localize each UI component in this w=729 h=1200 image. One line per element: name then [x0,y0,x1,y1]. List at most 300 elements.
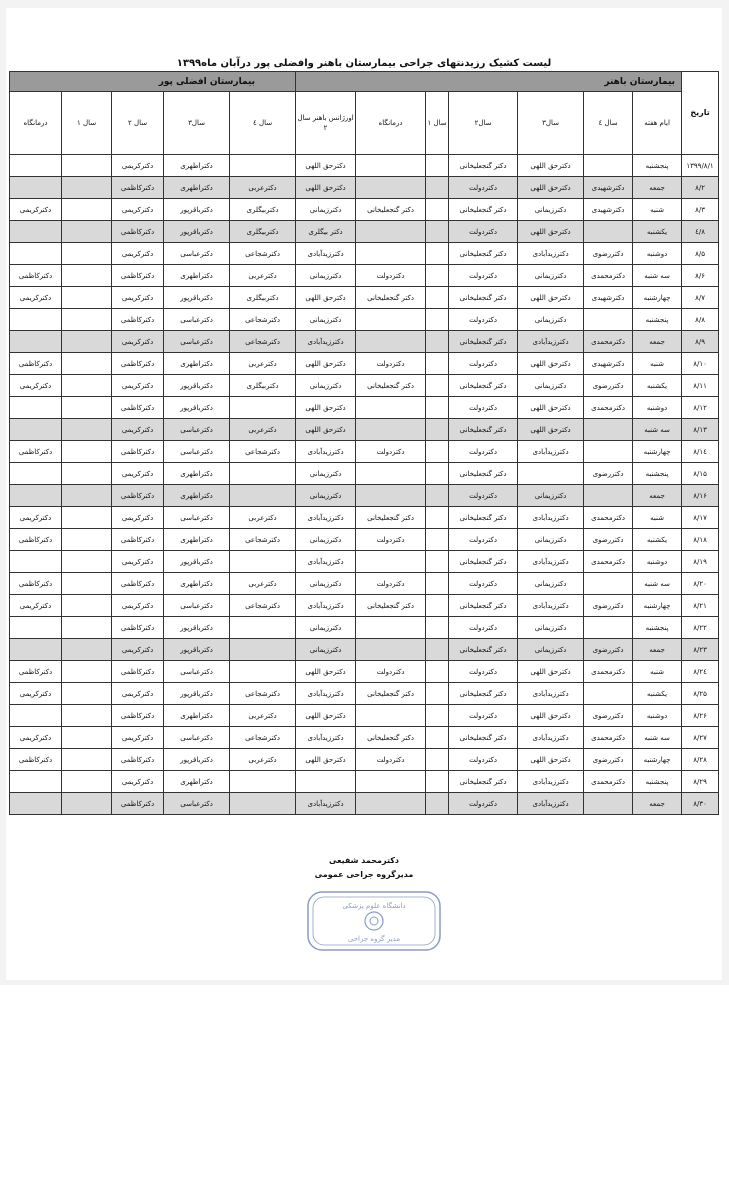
cell-bahonar-year2: دکتردولت [449,353,518,375]
cell-weekday: سه شنبه [633,727,682,749]
cell-afzali-year2: دکترکریمی [112,507,164,529]
cell-bahonar-year3: دکترزیدآبادی [518,595,584,617]
roster-table [9,71,719,815]
cell-bahonar-year2: دکتر گنجعلیخانی [449,419,518,441]
cell-afzali-year4: دکترشجاعی [230,595,296,617]
cell-weekday: سه شنبه [633,265,682,287]
cell-bahonar-year1 [426,595,449,617]
cell-weekday: سه شنبه [633,573,682,595]
cell-bahonar-emergency: دکترحق اللهی [296,749,356,771]
cell-bahonar-year4: دکترمحمدی [584,507,633,529]
table-row [10,287,719,309]
cell-afzali-clinic [10,463,62,485]
cell-afzali-clinic: دکترکریمی [10,199,62,221]
header-bahonar-year2: سال۲ [449,92,518,155]
cell-bahonar-year1 [426,177,449,199]
cell-date: ۸/۲ [682,177,719,199]
stamp-bottom-text: مدیر گروه جراحی [347,935,401,943]
cell-date: ۸/۱۶ [682,485,719,507]
cell-afzali-year4: دکترشجاعی [230,331,296,353]
cell-afzali-clinic [10,419,62,441]
cell-bahonar-year3: دکترحق اللهی [518,661,584,683]
cell-bahonar-year1 [426,661,449,683]
cell-afzali-year1 [62,375,112,397]
table-row [10,705,719,727]
cell-afzali-year4: دکتربیگلری [230,199,296,221]
cell-bahonar-emergency: دکترزیدآبادی [296,441,356,463]
cell-weekday: چهارشنبه [633,287,682,309]
official-stamp [304,888,444,954]
cell-weekday: جمعه [633,485,682,507]
cell-weekday: یکشنبه [633,529,682,551]
header-afzali-year2: سال ۲ [112,92,164,155]
cell-bahonar-year2: دکتر گنجعلیخانی [449,683,518,705]
cell-afzali-year3: دکتراطهری [164,177,230,199]
cell-bahonar-year1 [426,397,449,419]
cell-bahonar-emergency: دکترحق اللهی [296,705,356,727]
cell-afzali-year3: دکترعباسی [164,661,230,683]
cell-afzali-clinic [10,551,62,573]
cell-afzali-clinic: دکترکریمی [10,375,62,397]
cell-bahonar-year2: دکتردولت [449,309,518,331]
cell-weekday: چهارشنبه [633,441,682,463]
cell-afzali-year4: دکتربیگلری [230,287,296,309]
header-bahonar-hospital: بیمارستان باهنر [296,72,682,92]
stamp-emblem-icon [365,912,383,930]
cell-weekday: پنجشنبه [633,617,682,639]
cell-bahonar-year2: دکتردولت [449,529,518,551]
cell-bahonar-year3: دکترحق اللهی [518,177,584,199]
cell-afzali-year2: دکترکریمی [112,243,164,265]
table-row [10,595,719,617]
cell-date: ۸/۳ [682,199,719,221]
cell-weekday: پنجشنبه [633,155,682,177]
cell-afzali-year1 [62,617,112,639]
cell-afzali-year2: دکترکاظمی [112,265,164,287]
cell-bahonar-year4 [584,617,633,639]
cell-afzali-year1 [62,243,112,265]
cell-bahonar-year2: دکتر گنجعلیخانی [449,287,518,309]
table-row [10,771,719,793]
cell-afzali-year3: دکترباقرپور [164,287,230,309]
cell-bahonar-year1 [426,507,449,529]
cell-bahonar-year4: دکترشهیدی [584,353,633,375]
cell-bahonar-year4: دکترمحمدی [584,331,633,353]
cell-afzali-year2: دکترکاظمی [112,529,164,551]
cell-bahonar-clinic: دکتردولت [356,573,426,595]
cell-afzali-year1 [62,155,112,177]
cell-afzali-year1 [62,177,112,199]
cell-afzali-clinic [10,177,62,199]
header-afzali-hospital: بیمارستان افضلی پور [10,72,296,92]
header-weekday: ایام هفته [633,92,682,155]
cell-afzali-clinic [10,331,62,353]
cell-bahonar-emergency: دکترزیمانی [296,617,356,639]
cell-date: ۸/۲۸ [682,749,719,771]
cell-bahonar-year3: دکترزیدآبادی [518,771,584,793]
cell-afzali-clinic: دکترکاظمی [10,749,62,771]
table-row [10,243,719,265]
cell-afzali-year1 [62,507,112,529]
cell-afzali-year1 [62,419,112,441]
cell-bahonar-year4: دکترمحمدی [584,397,633,419]
cell-bahonar-year4: دکتررضوی [584,375,633,397]
header-bahonar-year1: سال ۱ [426,92,449,155]
cell-bahonar-year3: دکترزیدآبادی [518,243,584,265]
cell-weekday: پنجشنبه [633,463,682,485]
cell-bahonar-year4 [584,485,633,507]
cell-bahonar-emergency: دکترحق اللهی [296,419,356,441]
cell-bahonar-clinic [356,155,426,177]
cell-afzali-year2: دکترکاظمی [112,177,164,199]
cell-bahonar-year4 [584,573,633,595]
cell-weekday: شنبه [633,661,682,683]
table-row [10,573,719,595]
cell-weekday: شنبه [633,353,682,375]
cell-weekday: دوشنبه [633,551,682,573]
cell-bahonar-year2: دکتر گنجعلیخانی [449,375,518,397]
hospital-header-row [10,72,719,92]
cell-afzali-year4: دکترشجاعی [230,529,296,551]
cell-afzali-year4 [230,155,296,177]
table-row [10,419,719,441]
cell-bahonar-year4 [584,419,633,441]
cell-afzali-year3: دکتراطهری [164,573,230,595]
cell-bahonar-emergency [296,771,356,793]
cell-bahonar-year4: دکترمحمدی [584,265,633,287]
cell-afzali-year2: دکترکریمی [112,419,164,441]
table-row [10,727,719,749]
cell-bahonar-year3: دکترزیدآبادی [518,331,584,353]
cell-bahonar-clinic: دکتردولت [356,749,426,771]
table-row [10,199,719,221]
header-date: تاریخ [682,72,719,155]
cell-bahonar-clinic [356,221,426,243]
cell-bahonar-year2: دکتردولت [449,221,518,243]
cell-afzali-clinic: دکترکاظمی [10,265,62,287]
cell-afzali-year3: دکتراطهری [164,463,230,485]
cell-bahonar-year2: دکتر گنجعلیخانی [449,463,518,485]
cell-bahonar-year4: دکتررضوی [584,463,633,485]
cell-afzali-clinic: دکترکریمی [10,683,62,705]
cell-bahonar-year3: دکترحق اللهی [518,287,584,309]
cell-afzali-year2: دکترکریمی [112,375,164,397]
cell-bahonar-emergency: دکترحق اللهی [296,661,356,683]
cell-bahonar-year4 [584,155,633,177]
cell-date: ۸/۱۸ [682,529,719,551]
cell-afzali-year2: دکترکاظمی [112,309,164,331]
cell-bahonar-year1 [426,265,449,287]
cell-afzali-year2: دکترکاظمی [112,793,164,815]
cell-afzali-year2: دکترکاظمی [112,485,164,507]
cell-afzali-clinic [10,793,62,815]
cell-afzali-year3: دکتراطهری [164,771,230,793]
table-row [10,309,719,331]
cell-bahonar-clinic: دکتر گنجعلیخانی [356,683,426,705]
cell-bahonar-year1 [426,331,449,353]
table-row [10,221,719,243]
cell-afzali-clinic: دکترکاظمی [10,353,62,375]
header-bahonar-clinic: درمانگاه [356,92,426,155]
cell-afzali-year4 [230,771,296,793]
cell-afzali-year4: دکترشجاعی [230,683,296,705]
cell-bahonar-year1 [426,793,449,815]
table-row [10,793,719,815]
cell-bahonar-year2: دکتردولت [449,177,518,199]
cell-date: ۸/۱۵ [682,463,719,485]
cell-date: ۸/۱۰ [682,353,719,375]
cell-bahonar-year4: دکتررضوی [584,529,633,551]
cell-bahonar-emergency: دکترزیدآبادی [296,507,356,529]
cell-afzali-year3: دکترعباسی [164,419,230,441]
cell-afzali-clinic [10,397,62,419]
cell-afzali-year4 [230,463,296,485]
cell-bahonar-year4 [584,441,633,463]
cell-bahonar-clinic: دکتردولت [356,353,426,375]
cell-bahonar-clinic: دکتردولت [356,265,426,287]
cell-afzali-year1 [62,683,112,705]
cell-afzali-year3: دکترعباسی [164,727,230,749]
cell-afzali-clinic: دکترکریمی [10,595,62,617]
cell-bahonar-clinic [356,331,426,353]
cell-bahonar-year3: دکترزیمانی [518,265,584,287]
cell-bahonar-clinic [356,463,426,485]
document-title: لیست کشیک رزیدنتهای جراحی بیمارستان باهنر وافضلی پور درآبان ماه۱۳۹۹ [176,58,552,69]
cell-afzali-year2: دکترکریمی [112,155,164,177]
cell-afzali-year3: دکترعباسی [164,331,230,353]
cell-date: ۸/۷ [682,287,719,309]
cell-afzali-year3: دکترباقرپور [164,551,230,573]
cell-weekday: یکشنبه [633,221,682,243]
table-row [10,485,719,507]
cell-bahonar-emergency: دکترحق اللهی [296,155,356,177]
cell-bahonar-year2: دکتر گنجعلیخانی [449,771,518,793]
cell-bahonar-clinic [356,639,426,661]
cell-afzali-year4: دکترشجاعی [230,727,296,749]
cell-afzali-year4: دکتربیگلری [230,221,296,243]
cell-afzali-year3: دکترعباسی [164,793,230,815]
cell-afzali-year2: دکترکاظمی [112,661,164,683]
cell-bahonar-year2: دکتر گنجعلیخانی [449,199,518,221]
cell-bahonar-year4 [584,221,633,243]
cell-bahonar-emergency: دکتر بیگلری [296,221,356,243]
cell-bahonar-emergency: دکترحق اللهی [296,353,356,375]
cell-afzali-clinic: دکترکریمی [10,727,62,749]
cell-afzali-clinic: دکترکاظمی [10,441,62,463]
cell-bahonar-year3: دکترزیدآبادی [518,727,584,749]
cell-bahonar-emergency: دکترزیمانی [296,573,356,595]
cell-bahonar-year1 [426,705,449,727]
cell-bahonar-year3: دکترزیمانی [518,639,584,661]
cell-weekday: شنبه [633,199,682,221]
cell-date: ۸/۶ [682,265,719,287]
cell-afzali-year2: دکترکاظمی [112,397,164,419]
cell-afzali-year4: دکترعربی [230,507,296,529]
cell-bahonar-year1 [426,199,449,221]
table-row [10,441,719,463]
cell-bahonar-year3: دکترزیدآبادی [518,441,584,463]
cell-afzali-year3: دکتراطهری [164,155,230,177]
cell-afzali-year2: دکترکاظمی [112,617,164,639]
cell-afzali-year3: دکترباقرپور [164,617,230,639]
cell-afzali-clinic [10,309,62,331]
cell-bahonar-year1 [426,441,449,463]
cell-afzali-year1 [62,793,112,815]
cell-bahonar-clinic: دکتر گنجعلیخانی [356,595,426,617]
cell-date: ۱۳۹۹/۸/۱ [682,155,719,177]
cell-afzali-clinic [10,243,62,265]
cell-afzali-year2: دکترکاظمی [112,705,164,727]
cell-weekday: جمعه [633,639,682,661]
cell-bahonar-year4: دکترمحمدی [584,727,633,749]
header-bahonar-year4: سال ٤ [584,92,633,155]
table-row [10,463,719,485]
cell-afzali-year3: دکترباقرپور [164,375,230,397]
cell-afzali-year3: دکترعباسی [164,507,230,529]
cell-bahonar-year3: دکترزیمانی [518,485,584,507]
cell-afzali-year3: دکترباقرپور [164,199,230,221]
cell-afzali-year4: دکترعربی [230,573,296,595]
cell-afzali-year2: دکترکریمی [112,463,164,485]
cell-bahonar-year2: دکتر گنجعلیخانی [449,155,518,177]
header-afzali-year1: سال ۱ [62,92,112,155]
cell-bahonar-clinic [356,617,426,639]
cell-bahonar-year2: دکتر گنجعلیخانی [449,331,518,353]
cell-afzali-year1 [62,463,112,485]
cell-afzali-year3: دکترعباسی [164,309,230,331]
table-row [10,155,719,177]
cell-bahonar-year1 [426,551,449,573]
cell-bahonar-year4: دکترمحمدی [584,661,633,683]
cell-bahonar-year3: دکترزیمانی [518,199,584,221]
header-afzali-clinic: درمانگاه [10,92,62,155]
cell-bahonar-year2: دکتردولت [449,573,518,595]
table-row [10,331,719,353]
cell-bahonar-year1 [426,309,449,331]
cell-bahonar-year1 [426,749,449,771]
cell-afzali-year4: دکترعربی [230,705,296,727]
cell-afzali-year2: دکترکاظمی [112,221,164,243]
table-row [10,749,719,771]
cell-bahonar-emergency: دکترزیمانی [296,463,356,485]
table-row [10,683,719,705]
cell-bahonar-emergency: دکترزیمانی [296,375,356,397]
cell-afzali-clinic [10,771,62,793]
cell-date: ۸/۲۵ [682,683,719,705]
cell-afzali-year3: دکتراطهری [164,265,230,287]
cell-afzali-clinic: دکترکریمی [10,507,62,529]
cell-bahonar-year2: دکتر گنجعلیخانی [449,595,518,617]
cell-afzali-year4: دکترشجاعی [230,441,296,463]
cell-bahonar-year2: دکتردولت [449,485,518,507]
cell-bahonar-year1 [426,771,449,793]
cell-afzali-clinic [10,705,62,727]
cell-afzali-year1 [62,353,112,375]
cell-bahonar-year1 [426,485,449,507]
cell-bahonar-clinic: دکتر گنجعلیخانی [356,375,426,397]
cell-afzali-year4 [230,639,296,661]
cell-afzali-year4 [230,551,296,573]
cell-weekday: پنجشنبه [633,771,682,793]
cell-bahonar-year2: دکتر گنجعلیخانی [449,243,518,265]
cell-bahonar-emergency: دکترزیمانی [296,639,356,661]
cell-bahonar-year1 [426,353,449,375]
cell-afzali-clinic [10,485,62,507]
cell-date: ۸/۱۲ [682,397,719,419]
cell-afzali-clinic: دکترکاظمی [10,529,62,551]
cell-afzali-year1 [62,727,112,749]
cell-bahonar-year4 [584,793,633,815]
cell-bahonar-clinic [356,485,426,507]
cell-afzali-year1 [62,639,112,661]
cell-bahonar-year2: دکتردولت [449,397,518,419]
cell-bahonar-emergency: دکترحق اللهی [296,287,356,309]
cell-bahonar-year1 [426,287,449,309]
cell-bahonar-year3: دکترحق اللهی [518,397,584,419]
cell-bahonar-year1 [426,639,449,661]
cell-afzali-year1 [62,749,112,771]
cell-bahonar-year1 [426,419,449,441]
table-row [10,507,719,529]
cell-date: ۸/۲۹ [682,771,719,793]
cell-weekday: دوشنبه [633,243,682,265]
cell-weekday: چهارشنبه [633,749,682,771]
cell-afzali-year1 [62,771,112,793]
cell-bahonar-year4: دکتررضوی [584,243,633,265]
table-row [10,265,719,287]
cell-afzali-year2: دکترکریمی [112,551,164,573]
cell-afzali-year4: دکترعربی [230,177,296,199]
header-afzali-year4: سال ٤ [230,92,296,155]
cell-bahonar-clinic: دکتر گنجعلیخانی [356,727,426,749]
cell-bahonar-year2: دکتردولت [449,749,518,771]
table-row [10,551,719,573]
cell-afzali-year1 [62,199,112,221]
cell-afzali-year1 [62,331,112,353]
cell-afzali-year1 [62,551,112,573]
cell-bahonar-year4: دکترمحمدی [584,771,633,793]
cell-bahonar-year4: دکتررضوی [584,749,633,771]
cell-afzali-year4: دکترعربی [230,749,296,771]
cell-date: ۸/۳۰ [682,793,719,815]
cell-bahonar-year3: دکترزیدآبادی [518,793,584,815]
cell-afzali-year3: دکتراطهری [164,705,230,727]
cell-afzali-year2: دکترکریمی [112,683,164,705]
cell-afzali-year4 [230,617,296,639]
cell-afzali-year2: دکترکاظمی [112,573,164,595]
cell-bahonar-year4: دکتررضوی [584,595,633,617]
cell-bahonar-clinic: دکتردولت [356,529,426,551]
cell-afzali-year2: دکترکریمی [112,287,164,309]
cell-bahonar-clinic: دکتر گنجعلیخانی [356,287,426,309]
cell-afzali-clinic [10,221,62,243]
stamp-top-text: دانشگاه علوم پزشکی [342,902,406,910]
header-bahonar-emergency: اورژانس باهنر سال ۲ [296,92,356,155]
cell-afzali-year3: دکتراطهری [164,353,230,375]
cell-bahonar-year2: دکتر گنجعلیخانی [449,507,518,529]
cell-date: ۸/۲۶ [682,705,719,727]
cell-date: ۸/۱٤ [682,441,719,463]
cell-bahonar-emergency: دکترزیدآبادی [296,243,356,265]
cell-afzali-year2: دکترکریمی [112,199,164,221]
cell-date: ۸/۲۳ [682,639,719,661]
cell-bahonar-year2: دکتردولت [449,265,518,287]
cell-bahonar-year3: دکترزیدآبادی [518,683,584,705]
cell-weekday: جمعه [633,793,682,815]
cell-bahonar-year2: دکتردولت [449,441,518,463]
cell-afzali-year4: دکترعربی [230,353,296,375]
cell-afzali-year3: دکترعباسی [164,441,230,463]
